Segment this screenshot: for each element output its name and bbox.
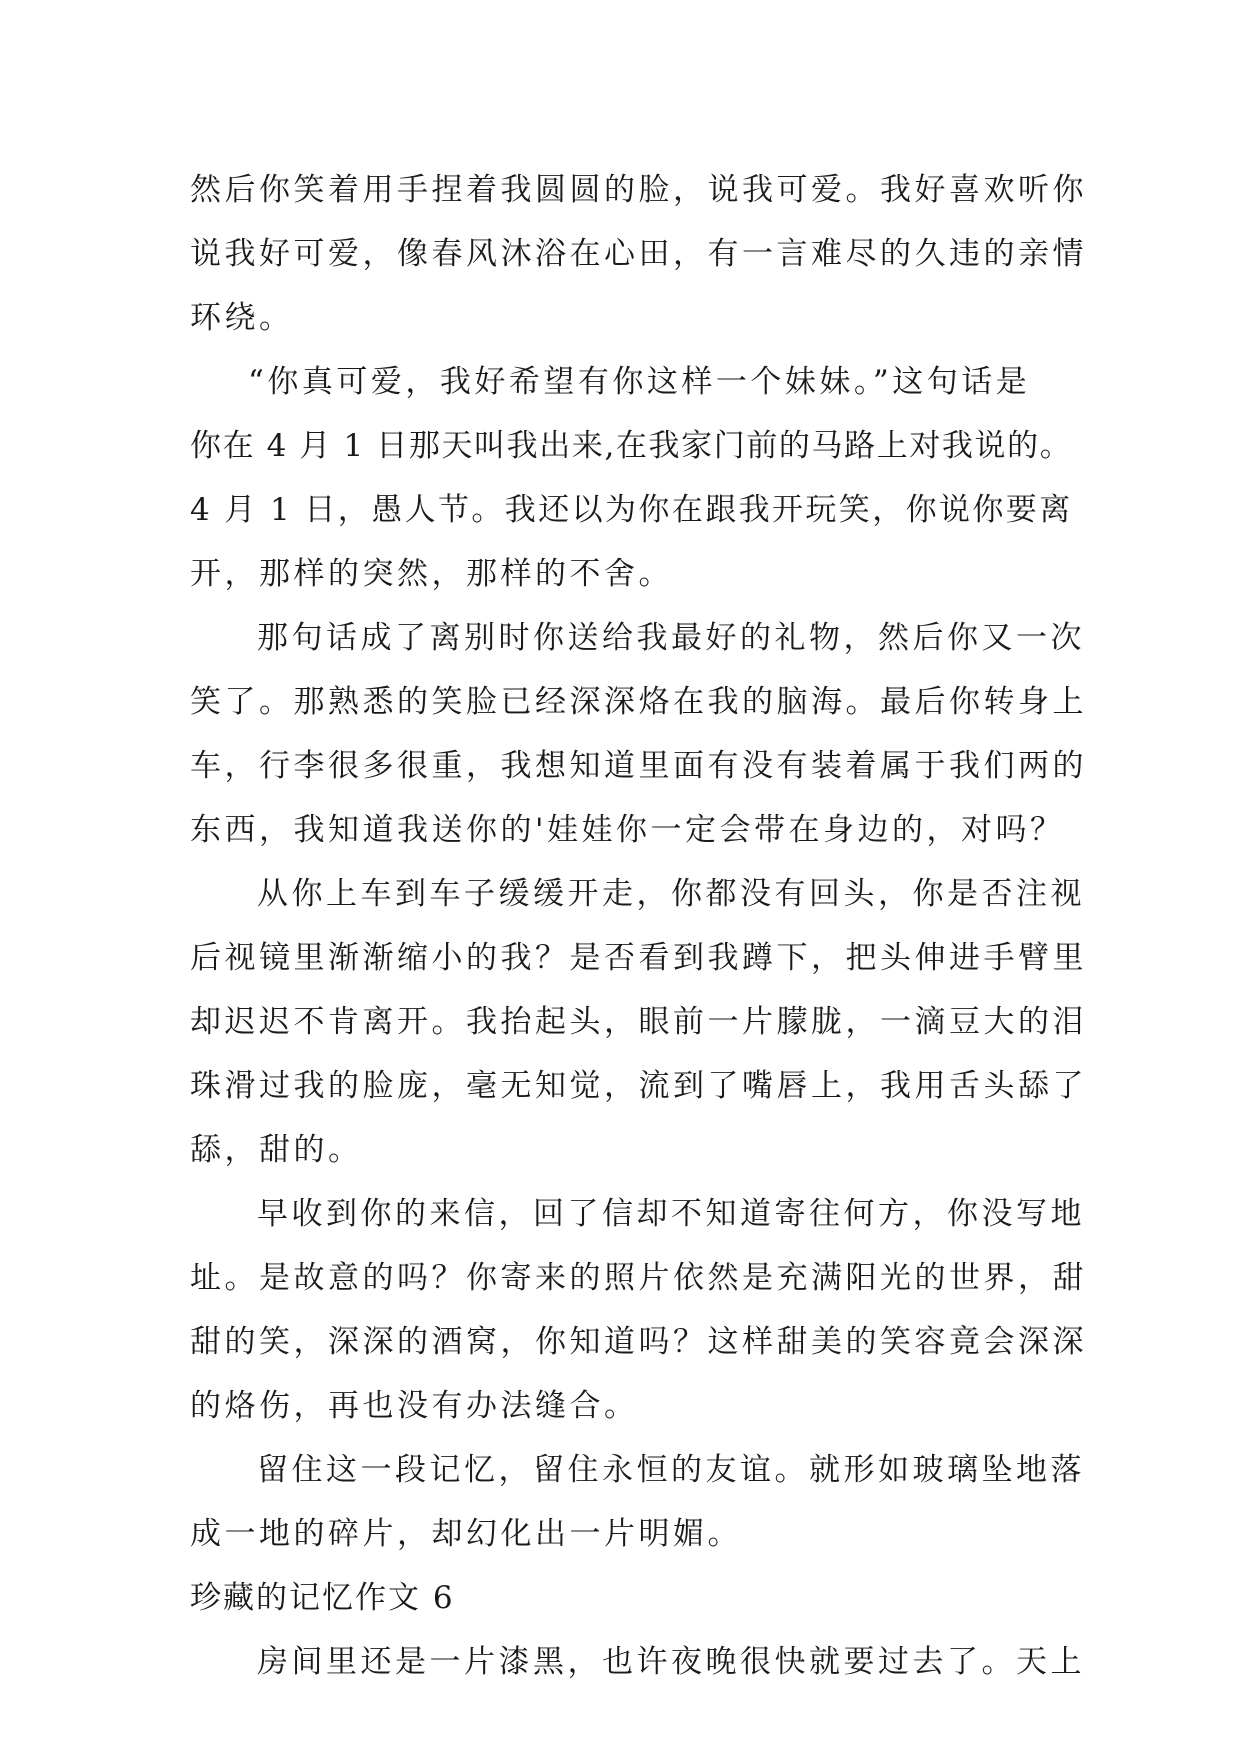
text-line: 从你上车到车子缓缓开走，你都没有回头，你是否注视 <box>257 876 1085 912</box>
text-line: 早收到你的来信，回了信却不知道寄往何方，你没写地 <box>257 1196 1085 1232</box>
text-line: 东西，我知道我送你的'娃娃你一定会带在身边的，对吗？ <box>190 812 1065 848</box>
text-line: 舔，甜的。 <box>190 1132 363 1168</box>
text-line: 房间里还是一片漆黑，也许夜晚很快就要过去了。天上 <box>257 1644 1085 1680</box>
text-line: 甜的笑，深深的酒窝，你知道吗？这样甜美的笑容竟会深深 <box>190 1324 1087 1360</box>
text-line: 开，那样的突然，那样的不舍。 <box>190 556 673 592</box>
text-line: 说我好可爱，像春风沐浴在心田，有一言难尽的久违的亲情 <box>190 236 1087 272</box>
text-line: 成一地的碎片，却幻化出一片明媚。 <box>190 1516 742 1552</box>
text-line: 你在 4 月 1 日那天叫我出来,在我家门前的马路上对我说的。 <box>190 428 1073 464</box>
text-line: 然后你笑着用手捏着我圆圆的脸，说我可爱。我好喜欢听你 <box>190 172 1087 208</box>
text-line: 却迟迟不肯离开。我抬起头，眼前一片朦胧，一滴豆大的泪 <box>190 1004 1087 1040</box>
text-line: 后视镜里渐渐缩小的我？是否看到我蹲下，把头伸进手臂里 <box>190 940 1087 976</box>
text-line: 4 月 1 日，愚人节。我还以为你在跟我开玩笑，你说你要离 <box>190 492 1073 528</box>
text-line: “你真可爱，我好希望有你这样一个妹妹。”这句话是 <box>248 364 1031 400</box>
text-line: 环绕。 <box>190 300 294 336</box>
text-line: 珠滑过我的脸庞，毫无知觉，流到了嘴唇上，我用舌头舔了 <box>190 1068 1087 1104</box>
text-line: 笑了。那熟悉的笑脸已经深深烙在我的脑海。最后你转身上 <box>190 684 1087 720</box>
text-line: 留住这一段记忆，留住永恒的友谊。就形如玻璃坠地落 <box>257 1452 1085 1488</box>
section-heading: 珍藏的记忆作文 6 <box>190 1580 455 1616</box>
text-line: 那句话成了离别时你送给我最好的礼物，然后你又一次 <box>257 620 1085 656</box>
document-body <box>190 158 1087 1694</box>
text-line: 址。是故意的吗？你寄来的照片依然是充满阳光的世界，甜 <box>190 1260 1087 1296</box>
text-line: 车，行李很多很重，我想知道里面有没有装着属于我们两的 <box>190 748 1087 784</box>
text-line: 的烙伤，再也没有办法缝合。 <box>190 1388 639 1424</box>
